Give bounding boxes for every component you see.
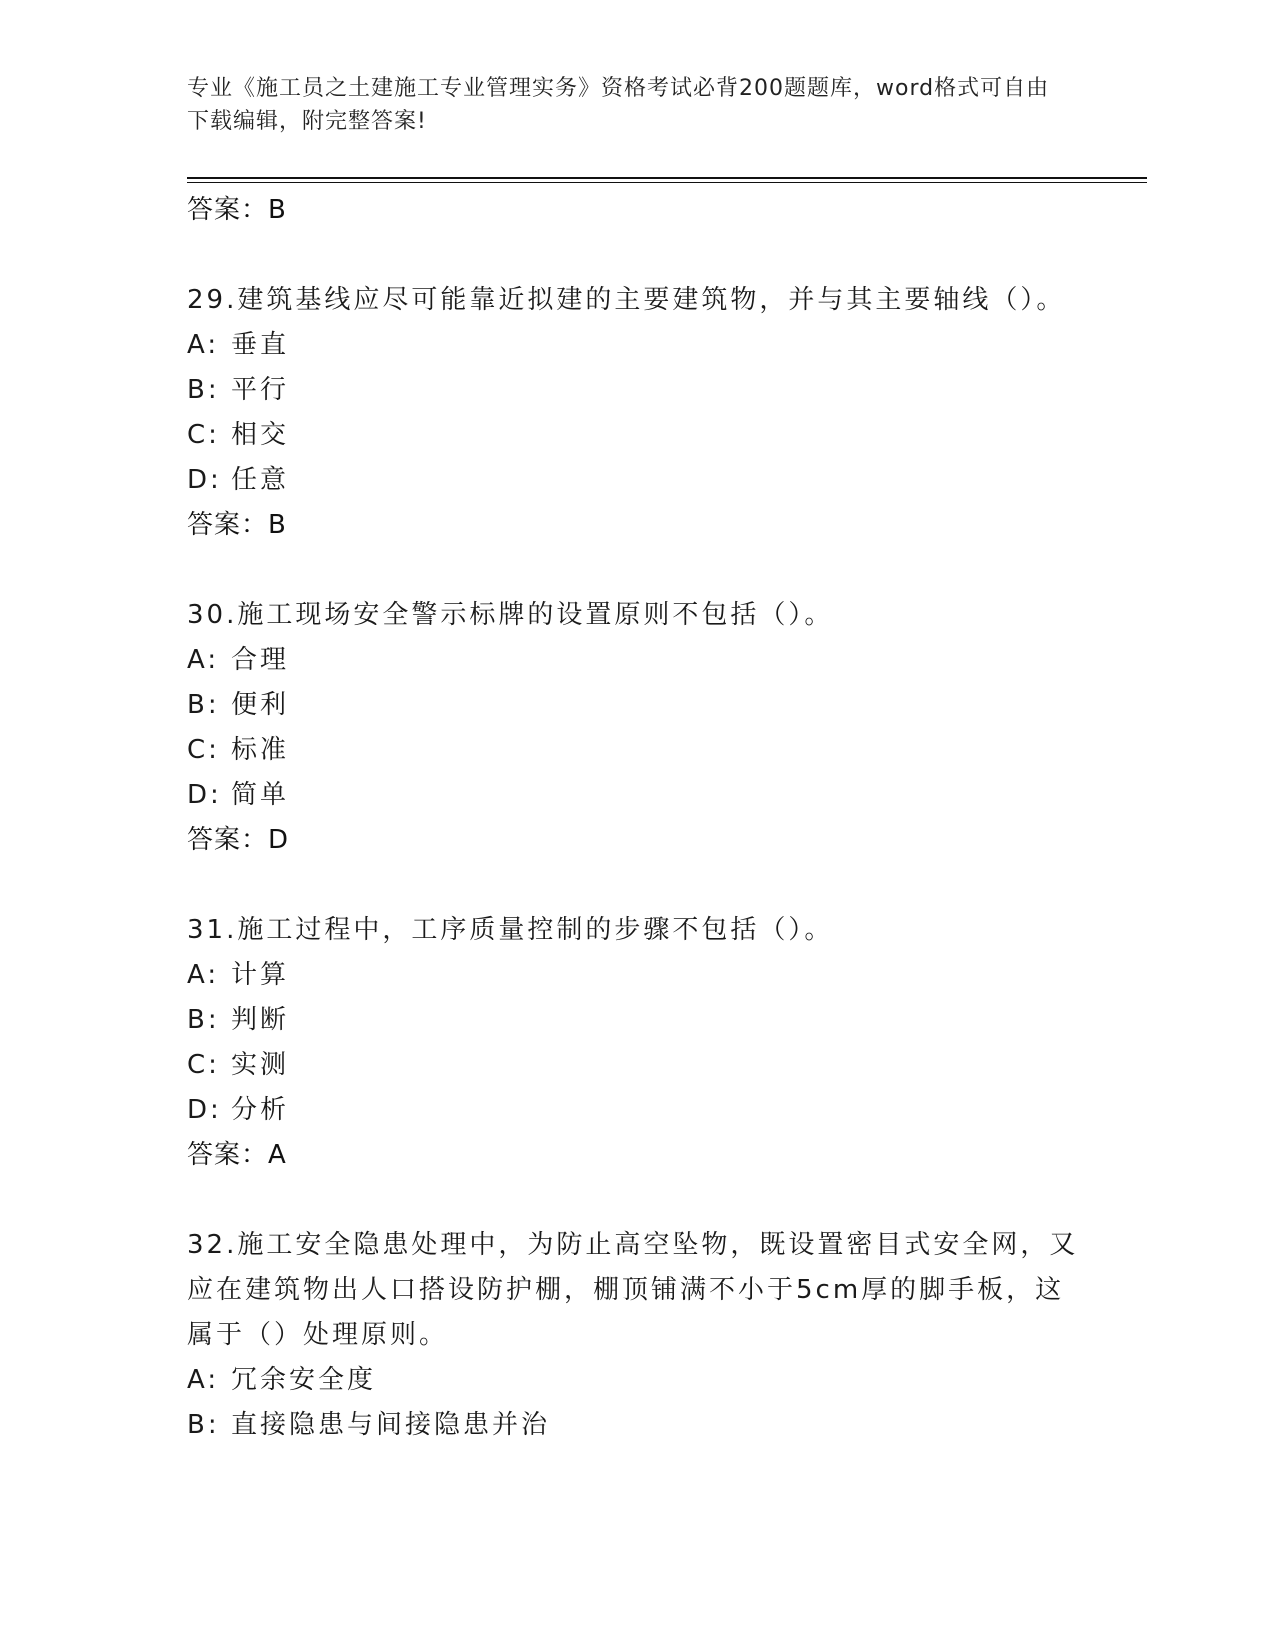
option-key: B: [187,375,220,405]
question-30 [187,593,1087,863]
option-text: 判断 [231,1005,290,1035]
header-divider-thick [187,177,1147,179]
option-key: A: [187,1365,220,1395]
question-list [187,188,1087,1448]
header-divider-thin [187,182,1147,183]
option-key: B: [187,1005,220,1035]
question-stem: 30.施工现场安全警示标牌的设置原则不包括（）。 [187,600,834,630]
option-c [187,728,1087,773]
option-d [187,773,1087,818]
option-text: 任意 [231,465,290,495]
option-key: A: [187,960,220,990]
option-b [187,368,1087,413]
question-stem: 29.建筑基线应尽可能靠近拟建的主要建筑物，并与其主要轴线（）。 [187,285,1066,315]
option-key: D: [187,1095,222,1125]
option-key: C: [187,420,220,450]
option-key: A: [187,330,220,360]
option-text: 相交 [231,420,290,450]
option-text: 简单 [231,780,290,810]
option-key: C: [187,1050,220,1080]
answer-line: 答案：A [187,1140,287,1170]
option-key: B: [187,1410,220,1440]
question-stem: 31.施工过程中，工序质量控制的步骤不包括（）。 [187,915,834,945]
option-a [187,323,1087,368]
answer-line: 答案：D [187,825,290,855]
document-header: 专业《施工员之土建施工专业管理实务》资格考试必背200题题库，word格式可自由下载编辑，附完整答案! [187,76,1050,134]
option-b [187,998,1087,1043]
option-text: 便利 [231,690,290,720]
option-key: C: [187,735,220,765]
option-text: 分析 [231,1095,290,1125]
option-text: 垂直 [231,330,290,360]
question-32 [187,1223,1087,1448]
question-stem: 32.施工安全隐患处理中，为防止高空坠物，既设置密目式安全网，又应在建筑物出人口搭设防护棚，棚顶铺满不小于5cm厚的脚手板，这属于（）处理原则。 [187,1230,1079,1350]
option-d [187,1088,1087,1133]
option-key: A: [187,645,220,675]
option-key: B: [187,690,220,720]
option-b [187,683,1087,728]
option-text: 标准 [231,735,290,765]
option-c [187,413,1087,458]
question-31 [187,908,1087,1178]
option-text: 实测 [231,1050,290,1080]
question-29 [187,278,1087,548]
option-text: 计算 [231,960,290,990]
option-a [187,638,1087,683]
option-key: D: [187,465,222,495]
option-text: 平行 [231,375,290,405]
answer-line: 答案：B [187,510,287,540]
option-c [187,1043,1087,1088]
option-text: 直接隐患与间接隐患并治 [231,1410,551,1440]
option-b [187,1403,1087,1448]
option-a [187,953,1087,998]
option-text: 冗余安全度 [231,1365,377,1395]
option-a [187,1358,1087,1403]
answer-line: 答案：B [187,195,287,225]
option-text: 合理 [231,645,290,675]
option-d [187,458,1087,503]
option-key: D: [187,780,222,810]
